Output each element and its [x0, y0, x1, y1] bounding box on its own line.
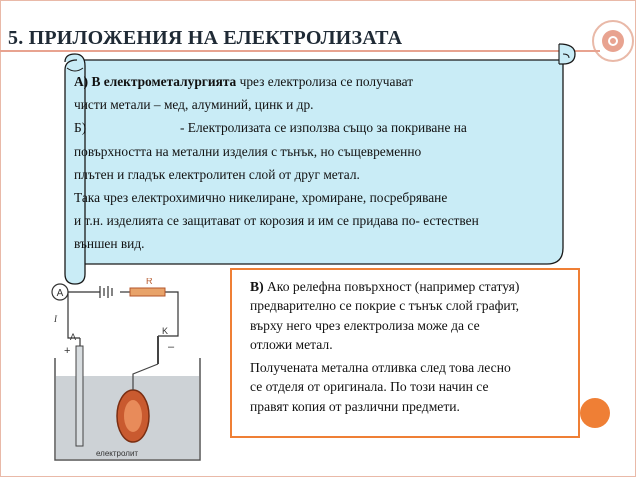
scroll-line-1: [74, 70, 579, 93]
decor-circle-bottom: [580, 398, 610, 428]
box-line-4: отложи метал.: [250, 336, 333, 352]
scroll-line-2: чисти метали – мед, алуминий, цинк и др.: [74, 97, 314, 113]
electrolyte-label: електролит: [96, 449, 139, 458]
scroll-line-1-text: чрез електролиза се получават: [236, 74, 414, 89]
box-line-1: [250, 277, 580, 296]
scroll-line-3-text: - Електролизата се използва също за покриване на: [180, 120, 467, 136]
scroll-line-5: плътен и гладък електролитен слой от друг метал.: [74, 166, 360, 182]
heading-electrometallurgy: А) В електрометалургията: [74, 74, 237, 89]
electrolysis-figure: [50, 278, 230, 468]
cathode-label: K: [162, 326, 169, 336]
scroll-line-8: външен вид.: [74, 236, 145, 252]
page-title: 5. ПРИЛОЖЕНИЯ НА ЕЛЕКТРОЛИЗАТА: [8, 27, 403, 49]
scroll-line-6: Така чрез електрохимично никелиране, хромиране, посребряване: [74, 190, 448, 206]
box-line-2: предварително се покрие с тънък слой графит,: [250, 298, 520, 314]
scroll-line-7: и т.н. изделията се защитават от корозия и им се придава по- естествен: [74, 213, 479, 229]
minus-sign: –: [168, 341, 175, 353]
resistor-icon: [130, 288, 165, 296]
decor-circle-outline: [608, 36, 618, 46]
scroll-content: [74, 70, 579, 256]
box-line-7: правят копия от различни предмети.: [250, 398, 460, 414]
box-line-1-text: Ако релефна повърхност (например статуя): [263, 279, 520, 294]
current-label: I: [54, 314, 57, 324]
label-b: Б): [74, 120, 87, 136]
box-line-6: се отделя от оригинала. По този начин се: [250, 379, 489, 395]
scroll-line-3: [74, 116, 579, 139]
battery-icon: [100, 286, 112, 298]
box-line-3: върху него чрез електролиза може да се: [250, 317, 480, 333]
info-box-content: [250, 277, 580, 416]
ammeter-label: A: [56, 288, 64, 299]
anode-plate: [76, 346, 83, 446]
cathode-object-highlight: [124, 400, 142, 432]
plus-sign: +: [64, 345, 71, 357]
scroll-line-4: повърхността на метални изделия с тънък, но същевременно: [74, 143, 422, 159]
anode-label: A: [70, 332, 77, 342]
box-line-5: Получената метална отливка след това лесно: [250, 360, 511, 376]
label-v: В): [250, 279, 264, 294]
resistor-label: R: [146, 278, 153, 286]
